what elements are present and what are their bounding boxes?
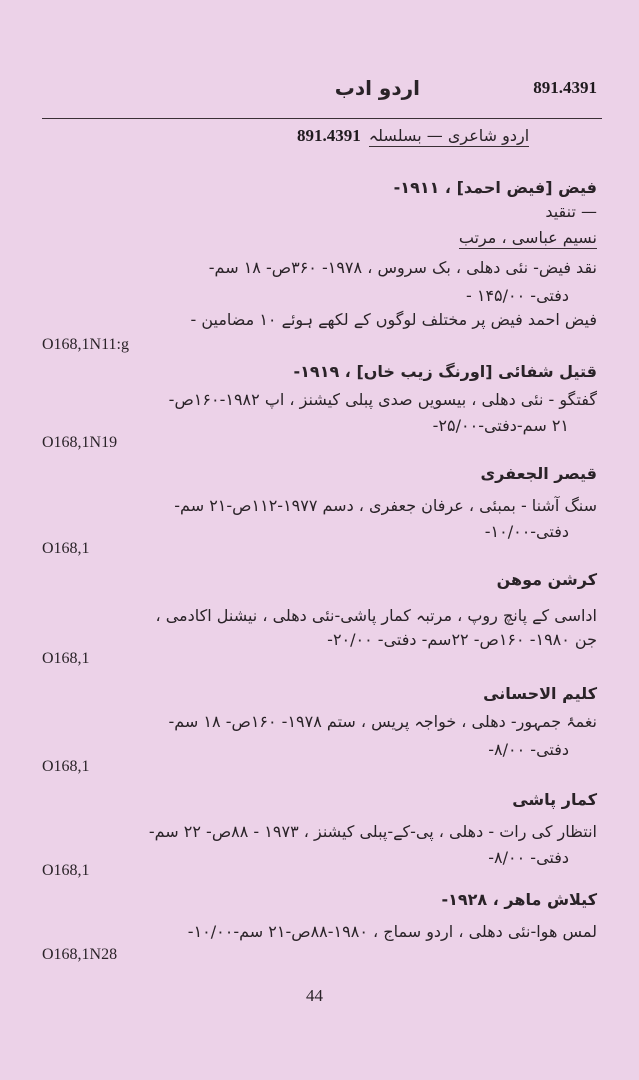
entry-6-call-number: O168,1 — [42, 862, 90, 879]
entry-2-line-2: ۲۱ سم-دفتی-۲۵/۰۰- — [432, 416, 569, 435]
entry-3-call-number: O168,1 — [42, 540, 90, 557]
series-heading — [297, 126, 597, 147]
entry-5-author: کلیم الاحسانی — [483, 684, 597, 703]
entry-1-line-1: نقد فیض- نئی دھلی ، بک سروس ، ۱۹۷۸- ۳۶۰ص- ۱۸ سم- — [208, 258, 597, 277]
entry-7-call-number: O168,1N28 — [42, 946, 118, 963]
entry-7-line-1: لمس ھوا-نئی دھلی ، اردو سماج ، ۱۹۸۰-۸۸ص-۲۱ سم-۱۰/۰۰- — [187, 922, 597, 941]
page-number: 44 — [306, 986, 323, 1005]
entry-5-line-1: نغمۂ جمہور- دھلی ، خواجہ پریس ، ستم ۱۹۷۸- ۱۶۰ص- ۱۸ سم- — [168, 712, 597, 731]
entry-2-call-number: O168,1N19 — [42, 434, 118, 451]
entry-4-call-number: O168,1 — [42, 650, 90, 667]
entry-1-editor-text: نسیم عباسی ، مرتب — [458, 228, 597, 247]
entry-1-line-3: فیض احمد فیض پر مختلف لوگوں کے لکھے ہوئے ۱۰ مضامین - — [190, 310, 597, 329]
entry-1-editor — [459, 228, 597, 247]
entry-4-line-1: اداسی کے پانچ روپ ، مرتبہ کمار پاشی-نئی دھلی ، نیشنل اکادمی ، — [155, 606, 597, 625]
entry-2-line-1: گفتگو - نئی دھلی ، بیسویں صدی پبلی کیشنز ، اپ ۱۹۸۲-۱۶۰ص- — [168, 390, 597, 409]
series-number: 891.4391 — [297, 126, 361, 145]
entry-3-line-1: سنگ آشنا - بمبئی ، عرفان جعفری ، دسم ۱۹۷۷-۱۱۲ص-۲۱ سم- — [174, 496, 597, 515]
entry-6-line-2: دفتی- ۸/۰۰- — [488, 848, 569, 867]
entry-4-line-2: جن ۱۹۸۰- ۱۶۰ص- ۲۲سم- دفتی- ۲۰/۰۰- — [327, 630, 597, 649]
series-label: اردو شاعری — بسلسلہ — [368, 126, 530, 145]
entry-6-author: کمار پاشی — [512, 790, 597, 809]
header-class-number: 891.4391 — [533, 78, 597, 97]
entry-4-author: کرشن موھن — [496, 570, 597, 589]
entry-3-author: قیصر الجعفری — [480, 464, 597, 483]
entry-2-author: قتیل شفائی [اورنگ زیب خاں] ، ۱۹۱۹- — [293, 362, 597, 381]
entry-1-author: فیض [فیض احمد] ، ۱۹۱۱- — [393, 178, 597, 197]
entry-1-subheading: — تنقید — [545, 202, 597, 221]
entry-7-author: کیلاش ماھر ، ۱۹۲۸- — [441, 890, 597, 909]
entry-5-line-2: دفتی- ۸/۰۰- — [488, 740, 569, 759]
entry-5-call-number: O168,1 — [42, 758, 90, 775]
entry-1-line-2: دفتی- ۱۴۵/۰۰ - — [465, 286, 569, 305]
header-title: اردو ادب — [334, 76, 420, 100]
entry-6-line-1: انتظار کی رات - دھلی ، پی-کے-پبلی کیشنز ، ۱۹۷۳ - ۸۸ص- ۲۲ سم- — [148, 822, 597, 841]
entry-1-call-number: O168,1N11:g — [42, 336, 129, 353]
entry-3-line-2: دفتی-۱۰/۰۰- — [484, 522, 569, 541]
header-rule — [42, 118, 602, 119]
